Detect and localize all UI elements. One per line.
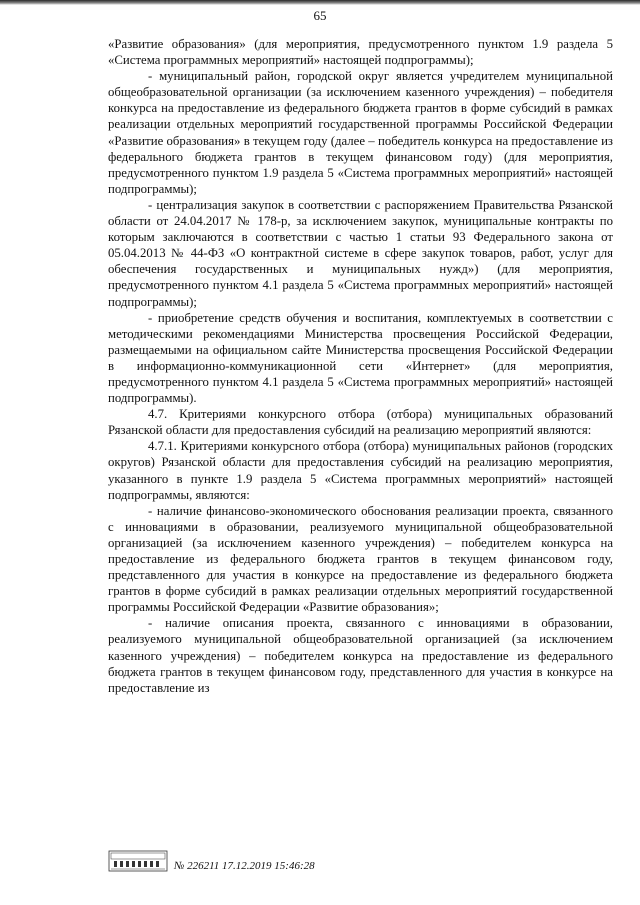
paragraph: «Развитие образования» (для мероприятия, предусмотренного пунктом 1.9 раздела 5 «Система программных мероприятий» настоящей подпрограммы);	[108, 37, 613, 68]
scan-top-edge	[0, 0, 640, 5]
paragraph: - приобретение средств обучения и воспитания, комплектуемых в соответствии с методическими рекомендациями Министерства просвещения Российской Федерации, размещаемыми на официальном сайте Министерства просвещения Российской Федерации в информационно-коммуникационной сети «Интернет» (для мероприятия, предусмотренного пунктом 4.1 раздела 5 «Система программных мероприятий» настоящей подпрограммы).	[108, 310, 613, 406]
page-number: 65	[313, 8, 327, 23]
paragraph: - наличие описания проекта, связанного с инновациями в образовании, реализуемого муниципальной общеобразовательной организацией (за исключением казенного учреждения) – победителем конкурса на предоставление из федерального бюджета грантов в текущем финансовом году, представленного для участия в конкурсе на предоставление из	[108, 616, 613, 695]
government-seal-icon	[108, 850, 168, 872]
paragraph: 4.7. Критериями конкурсного отбора (отбора) муниципальных образований Рязанской области для предоставления субсидий на реализацию мероприятий являются:	[108, 407, 613, 438]
document-body	[108, 36, 613, 696]
registration-stamp: № 226211 17.12.2019 15:46:28	[174, 860, 315, 872]
paragraph: - наличие финансово-экономического обоснования реализации проекта, связанного с инновациями в образовании, реализуемого муниципальной общеобразовательной организацией (за исключением казенного учреждения) – победителем конкурса на предоставление из федерального бюджета грантов в текущем финансовом году, представленного для участия в конкурсе на предоставление из федерального бюджета грантов в форме субсидий в рамках реализации отдельных мероприятий государственной программы Российской Федерации «Развитие образования»;	[108, 503, 613, 615]
document-footer	[108, 836, 613, 886]
paragraph: 4.7.1. Критериями конкурсного отбора (отбора) муниципальных районов (городских округов) Рязанской области для предоставления субсидий на реализацию мероприятия, указанного в пункте 1.9 раздела 5 «Система программных мероприятий» настоящей подпрограммы, являются:	[108, 439, 613, 502]
paragraph: - муниципальный район, городской округ является учредителем муниципальной общеобразовательной организации (за исключением казенного учреждения) – победителя конкурса на предоставление из федерального бюджета грантов в форме субсидий в рамках реализации отдельных мероприятий государственной программы Российской Федерации «Развитие образования» в текущем году (далее – победитель конкурса на предоставление из федерального бюджета грантов в текущем финансовом году) (для мероприятия, предусмотренного пунктом 1.9 раздела 5 «Система программных мероприятий» настоящей подпрограммы);	[108, 69, 613, 196]
paragraph: - централизация закупок в соответствии с распоряжением Правительства Рязанской области от 24.04.2017 № 178-р, за исключением закупок, муниципальные контракты по которым заключаются в соответствии с частью 1 статьи 93 Федерального закона от 05.04.2013 № 44-ФЗ «О контрактной системе в сфере закупок товаров, работ, услуг для обеспечения государственных и муниципальных нужд») (для мероприятия, предусмотренного пунктом 4.1 раздела 5 «Система программных мероприятий» настоящей подпрограммы);	[108, 197, 613, 309]
